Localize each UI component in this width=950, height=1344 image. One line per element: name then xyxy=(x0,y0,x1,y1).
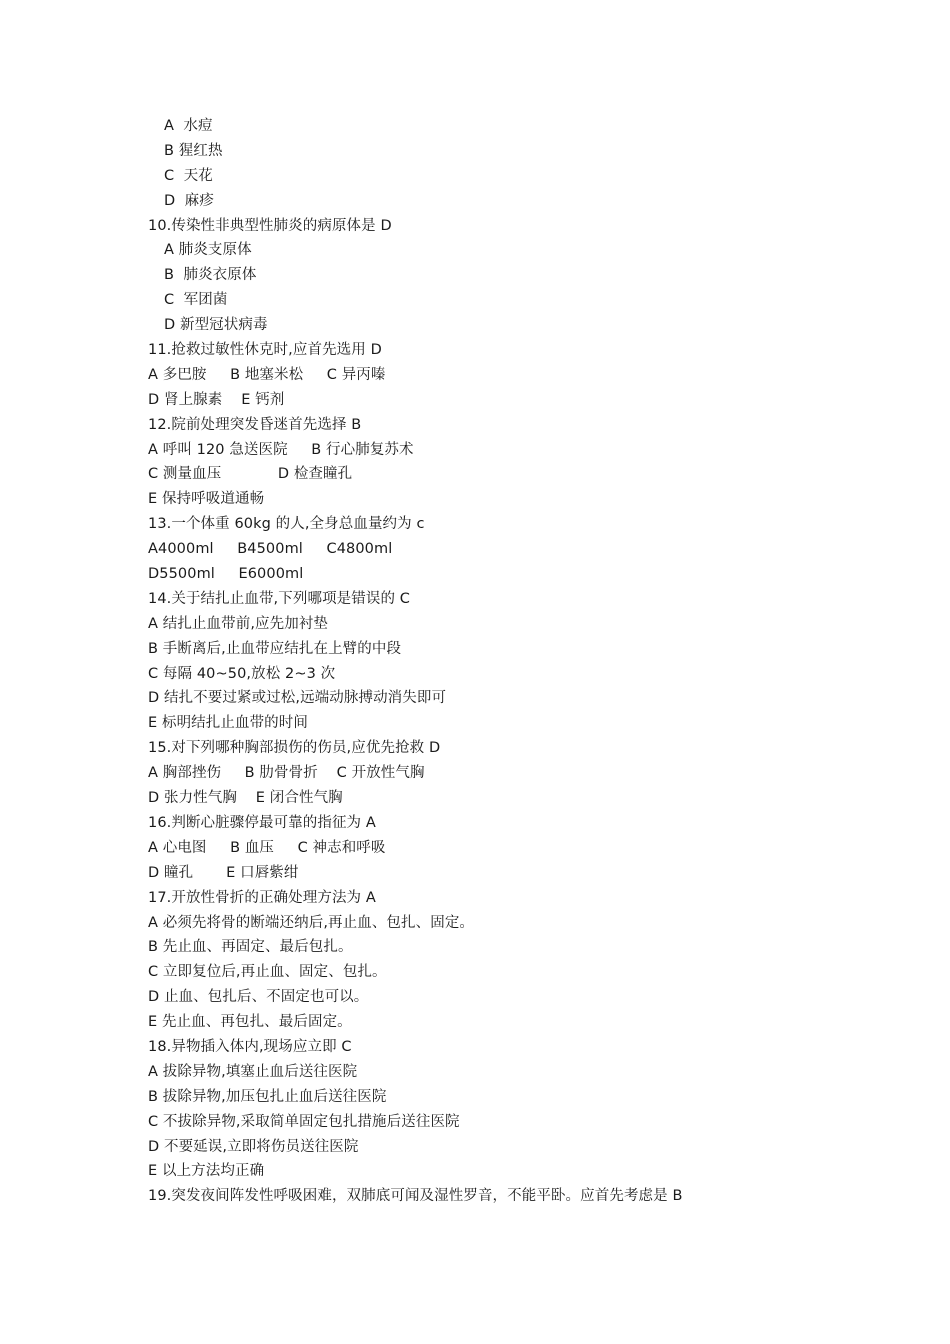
text-line: D 新型冠状病毒 xyxy=(164,317,268,334)
text-line: A 胸部挫伤 B 肋骨骨折 C 开放性气胸 xyxy=(148,765,425,782)
text-line: A 结扎止血带前,应先加衬垫 xyxy=(148,615,329,632)
text-line: A 多巴胺 B 地塞米松 C 异丙嗪 xyxy=(148,366,386,383)
text-line: A 拔除异物,填塞止血后送往医院 xyxy=(148,1063,358,1080)
question-line: 13.一个体重 60kg 的人,全身总血量约为 c xyxy=(148,516,425,533)
text-line: D 结扎不要过紧或过松,远端动脉搏动消失即可 xyxy=(148,690,447,707)
text-line: B 先止血、再固定、最后包扎。 xyxy=(148,939,353,956)
text-line: E 保持呼吸道通畅 xyxy=(148,491,265,508)
text-line: A4000ml B4500ml C4800ml xyxy=(148,541,393,558)
text-line: E 先止血、再包扎、最后固定。 xyxy=(148,1014,352,1031)
question-line: 14.关于结扎止血带,下列哪项是错误的 C xyxy=(148,590,411,607)
question-line: 19.突发夜间阵发性呼吸困难，双肺底可闻及湿性罗音，不能平卧。应首先考虑是 B xyxy=(148,1188,683,1205)
text-line: D 肾上腺素 E 钙剂 xyxy=(148,391,285,408)
text-line: C 军团菌 xyxy=(164,292,228,309)
text-line: A 必须先将骨的断端还纳后,再止血、包扎、固定。 xyxy=(148,914,475,931)
text-line: E 标明结扎止血带的时间 xyxy=(148,715,308,732)
question-line: 12.院前处理突发昏迷首先选择 B xyxy=(148,416,362,433)
text-line: C 天花 xyxy=(164,167,213,184)
question-line: 16.判断心脏骤停最可靠的指征为 A xyxy=(148,814,376,831)
text-line: D 张力性气胸 E 闭合性气胸 xyxy=(148,790,343,807)
question-line: 15.对下列哪种胸部损伤的伤员,应优先抢救 D xyxy=(148,740,441,757)
question-line: 11.抢救过敏性休克时,应首先选用 D xyxy=(148,342,382,359)
question-line: 10.传染性非典型性肺炎的病原体是 D xyxy=(148,217,392,234)
text-line: C 不拔除异物,采取简单固定包扎措施后送往医院 xyxy=(148,1113,460,1130)
text-line: A 肺炎支原体 xyxy=(164,242,252,259)
text-line: D 止血、包扎后、不固定也可以。 xyxy=(148,989,369,1006)
question-line: 18.异物插入体内,现场应立即 C xyxy=(148,1038,352,1055)
text-line: B 肺炎衣原体 xyxy=(164,267,257,284)
text-line: D 不要延误,立即将伤员送往医院 xyxy=(148,1138,359,1155)
document-body xyxy=(148,114,928,1209)
text-line: D5500ml E6000ml xyxy=(148,566,304,583)
text-line: C 测量血压 D 检查瞳孔 xyxy=(148,466,353,483)
text-line: A 呼叫 120 急送医院 B 行心肺复苏术 xyxy=(148,441,414,458)
text-line: A 心电图 B 血压 C 神志和呼吸 xyxy=(148,839,386,856)
text-line: B 拔除异物,加压包扎止血后送往医院 xyxy=(148,1088,387,1105)
text-line: E 以上方法均正确 xyxy=(148,1163,265,1180)
text-line: C 每隔 40~50,放松 2~3 次 xyxy=(148,665,336,682)
text-line: A 水痘 xyxy=(164,118,213,134)
question-line: 17.开放性骨折的正确处理方法为 A xyxy=(148,889,376,906)
text-line: B 手断离后,止血带应结扎在上臂的中段 xyxy=(148,640,402,657)
text-line: D 瞳孔 E 口唇紫绀 xyxy=(148,864,299,881)
text-line: B 猩红热 xyxy=(164,142,223,159)
text-line: C 立即复位后,再止血、固定、包扎。 xyxy=(148,964,387,981)
text-line: D 麻疹 xyxy=(164,192,214,209)
